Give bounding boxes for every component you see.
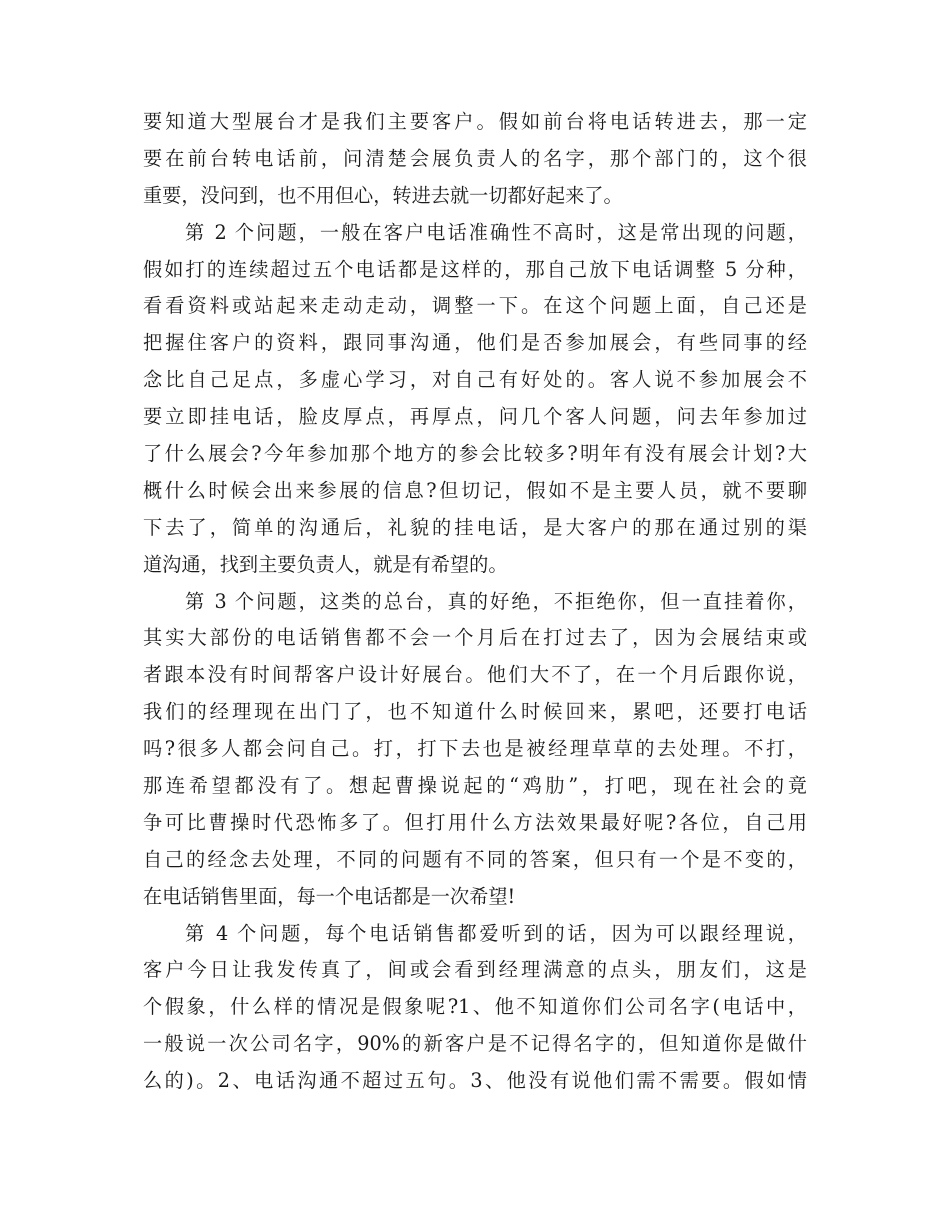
text-line: 第 3 个问题，这类的总台，真的好绝，不拒绝你，但一直挂着你，	[185, 589, 807, 613]
text-line: 第 2 个问题，一般在客户电话准确性不高时，这是常出现的问题，	[185, 220, 807, 244]
text-line: 下去了，简单的沟通后，礼貌的挂电话，是大客户的那在通过别的渠	[143, 515, 807, 539]
text-line: 我们的经理现在出门了，也不知道什么时候回来，累吧，还要打电话	[143, 700, 807, 724]
text-line: 么的)。2、电话沟通不超过五句。3、他没有说他们需不需要。假如情	[143, 1069, 807, 1093]
text-line: 其实大部份的电话销售都不会一个月后在打过去了，因为会展结束或	[143, 626, 807, 650]
text-line: 假如打的连续超过五个电话都是这样的，那自己放下电话调整 5 分种，	[143, 257, 807, 281]
text-line: 了什么展会?今年参加那个地方的参会比较多?明年有没有展会计划?大	[143, 442, 807, 466]
text-line: 客户今日让我发传真了，间或会看到经理满意的点头，朋友们，这是	[143, 958, 807, 982]
text-line: 道沟通，找到主要负责人，就是有希望的。	[143, 552, 508, 576]
text-line: 把握住客户的资料，跟同事沟通，他们是否参加展会，有些同事的经	[143, 331, 807, 355]
text-line: 吗?很多人都会问自己。打，打下去也是被经理草草的去处理。不打，	[143, 737, 807, 761]
text-line: 看看资料或站起来走动走动，调整一下。在这个问题上面，自己还是	[143, 294, 807, 318]
text-line: 要在前台转电话前，问清楚会展负责人的名字，那个部门的，这个很	[143, 146, 807, 170]
text-line: 要立即挂电话，脸皮厚点，再厚点，问几个客人问题，问去年参加过	[143, 405, 807, 429]
text-line: 争可比曹操时代恐怖多了。但打用什么方法效果最好呢?各位，自己用	[143, 810, 807, 834]
text-line: 念比自己足点，多虚心学习，对自己有好处的。客人说不参加展会不	[143, 368, 807, 392]
text-line: 者跟本没有时间帮客户设计好展台。他们大不了，在一个月后跟你说，	[143, 663, 807, 687]
text-line: 第 4 个问题，每个电话销售都爱听到的话，因为可以跟经理说，	[185, 921, 807, 945]
text-line: 概什么时候会出来参展的信息?但切记，假如不是主要人员，就不要聊	[143, 478, 807, 502]
text-line: 重要，没问到，也不用但心，转进去就一切都好起来了。	[143, 183, 623, 207]
document-body	[143, 104, 807, 1100]
text-line: 个假象，什么样的情况是假象呢?1、他不知道你们公司名字(电话中，	[143, 995, 807, 1019]
text-line: 自己的经念去处理，不同的问题有不同的答案，但只有一个是不变的，	[143, 847, 807, 871]
text-line: 在电话销售里面，每一个电话都是一次希望!	[143, 884, 516, 908]
text-line: 要知道大型展台才是我们主要客户。假如前台将电话转进去，那一定	[143, 110, 807, 133]
text-line: 那连希望都没有了。想起曹操说起的“鸡肋”，打吧，现在社会的竟	[143, 774, 807, 798]
text-line: 一般说一次公司名字，90%的新客户是不记得名字的，但知道你是做什	[143, 1032, 807, 1056]
